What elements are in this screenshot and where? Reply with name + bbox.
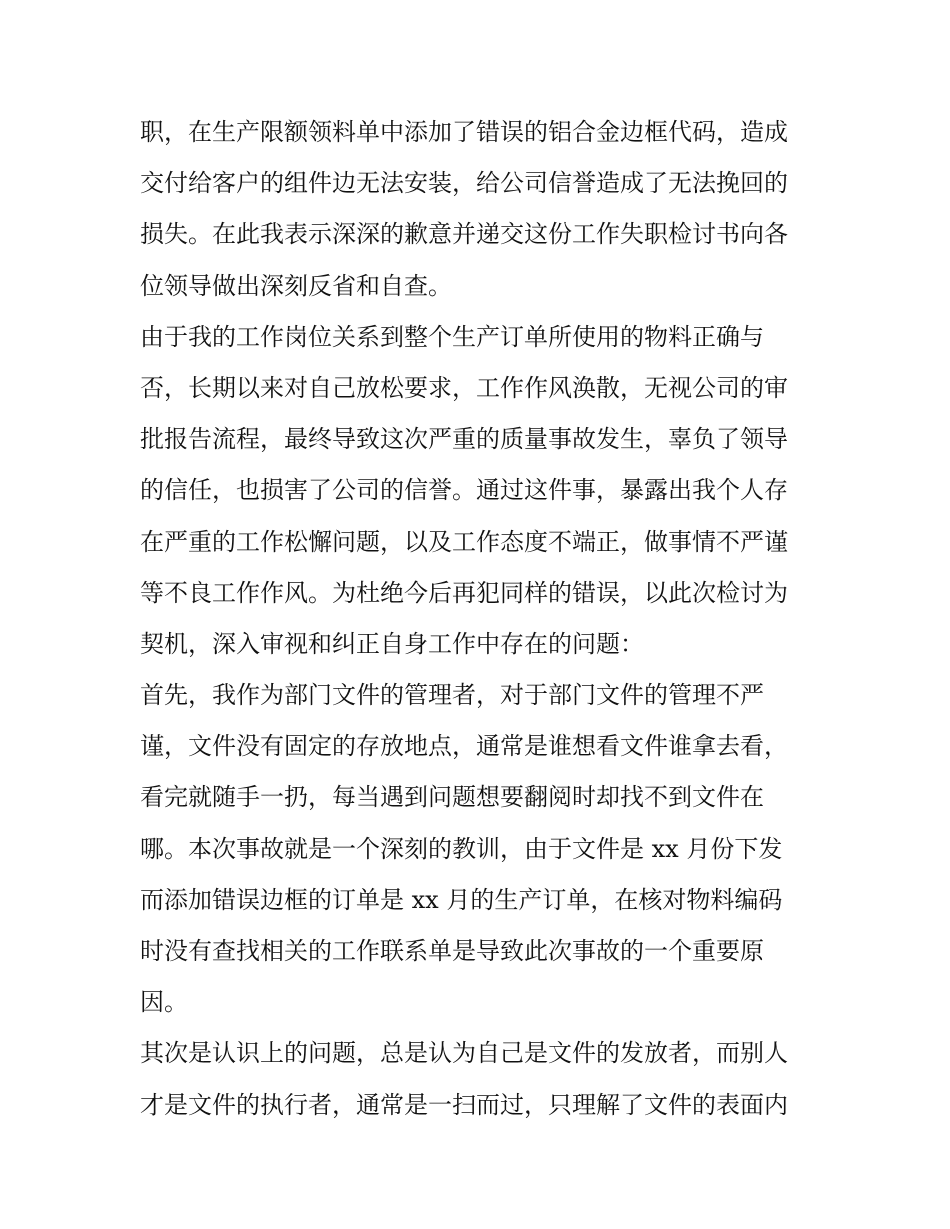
text-line: 看完就随手一扔，每当遇到问题想要翻阅时却找不到文件在 [140,783,764,812]
text-line: 的信任，也损害了公司的信誉。通过这件事，暴露出我个人存 [140,476,788,505]
text-line: 在严重的工作松懈问题，以及工作态度不端正，做事情不严谨 [140,527,788,556]
text-line: 损失。在此我表示深深的歉意并递交这份工作失职检讨书向各 [140,220,788,249]
text-line: 位领导做出深刻反省和自查。 [140,271,452,300]
text-line: 由于我的工作岗位关系到整个生产订单所使用的物料正确与 [140,322,764,351]
text-line: 等不良工作作风。为杜绝今后再犯同样的错误，以此次检讨为 [140,578,788,607]
text-line: 契机，深入审视和纠正自身工作中存在的问题： [140,629,644,658]
text-line: 其次是认识上的问题，总是认为自己是文件的发放者，而别人 [140,1039,788,1068]
text-line: 交付给客户的组件边无法安装，给公司信誉造成了无法挽回的 [140,169,788,198]
text-line: 时没有查找相关的工作联系单是导致此次事故的一个重要原 [140,937,764,965]
text-line: 因。 [140,988,188,1017]
text-line: 批报告流程，最终导致这次严重的质量事故发生，辜负了领导 [140,425,788,454]
text-line: 谨，文件没有固定的存放地点，通常是谁想看文件谁拿去看， [140,732,788,761]
document-body [140,107,820,1131]
text-line: 而添加错误边框的订单是 xx 月的生产订单，在核对物料编码 [140,885,783,914]
text-line: 否，长期以来对自己放松要求，工作作风涣散，无视公司的审 [140,373,788,402]
text-line: 首先，我作为部门文件的管理者，对于部门文件的管理不严 [140,681,764,710]
text-line: 哪。本次事故就是一个深刻的教训，由于文件是 xx 月份下发 [140,834,783,863]
text-line: 职，在生产限额领料单中添加了错误的铝合金边框代码，造成 [140,118,788,146]
text-line: 才是文件的执行者，通常是一扫而过，只理解了文件的表面内 [140,1090,788,1119]
